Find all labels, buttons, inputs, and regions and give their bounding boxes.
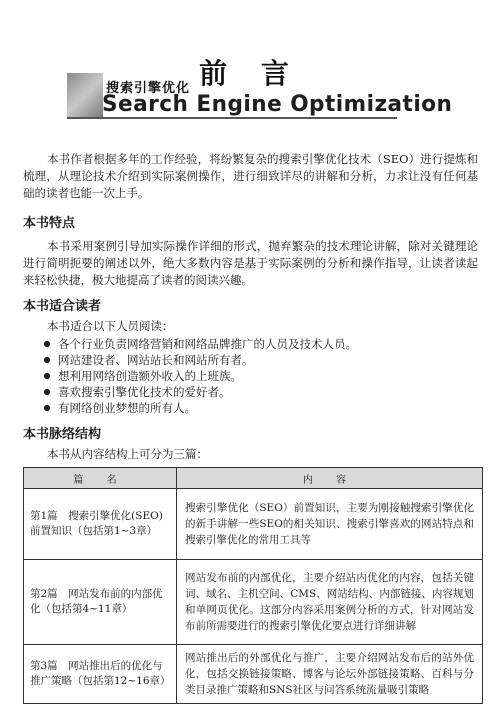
structure-heading: 本书脉络结构 xyxy=(23,427,102,442)
banner-graphic xyxy=(67,73,103,117)
column-header-name: 篇 名 xyxy=(24,468,177,489)
structure-lead-text: 本书从内容结构上可分为三篇： xyxy=(47,447,208,461)
list-item: 各个行业负责网络营销和网络品牌推广的人员及技术人员。 xyxy=(44,336,474,352)
table-cell-content: 网站发布前的内部优化，主要介绍站内优化的内容，包括关键词、域名、主机空间、CMS、网站结构、内部链接、内容规划和单网页优化。这部分内容采用案例分析的方式，针对网站发布前所需要进行的搜索引擎优化要点进行详细讲解 xyxy=(177,560,483,645)
readers-lead xyxy=(23,318,478,335)
list-item: 想利用网络创造额外收入的上班族。 xyxy=(44,368,474,384)
structure-lead xyxy=(23,446,478,463)
table-header-row xyxy=(24,468,483,489)
readers-heading: 本书适合读者 xyxy=(23,299,102,314)
structure-table xyxy=(23,467,483,704)
readers-lead-text: 本书适合以下人员阅读： xyxy=(47,319,174,333)
table-cell-content: 搜索引擎优化（SEO）前置知识，主要为刚接触搜索引擎优化的新手讲解一些SEO的相关知识、搜索引擎喜欢的网站特点和搜索引擎优化的常用工具等 xyxy=(177,489,483,560)
banner-divider xyxy=(67,117,397,119)
list-item: 喜欢搜索引擎优化技术的爱好者。 xyxy=(44,384,474,400)
list-item: 有网络创业梦想的所有人。 xyxy=(44,400,474,416)
intro-text: 本书作者根据多年的工作经验，将纷繁复杂的搜索引擎优化技术（SEO）进行提炼和梳理，从理论技术介绍到实际案例操作，进行细致详尽的讲解和分析，力求让没有任何基础的读者也能一次上手。 xyxy=(23,152,478,200)
page-title: 前 言 xyxy=(199,57,301,90)
banner-chinese-text: 搜索引擎优化 xyxy=(106,81,191,96)
intro-paragraph xyxy=(23,151,478,202)
table-row xyxy=(24,560,483,645)
list-item: 网站建设者、网站站长和网站所有者。 xyxy=(44,352,474,368)
features-text: 本书采用案例引导加实际操作详细的形式，抛弃繁杂的技术理论讲解，除对关键理论进行简明扼要的阐述以外，绝大多数内容是基于实际案例的分析和操作指导，让读者读起来轻松快捷，极大地提高了读者的阅读兴趣。 xyxy=(23,239,478,287)
table-cell-name: 第2篇 网站发布前的内部优化（包括第4~11章） xyxy=(24,560,177,645)
features-paragraph xyxy=(23,238,478,289)
readers-list xyxy=(44,336,474,416)
table-row xyxy=(24,489,483,560)
table-cell-name: 第3篇 网站推出后的优化与推广策略（包括第12~16章） xyxy=(24,645,177,704)
table-cell-content: 网站推出后的外部优化与推广，主要介绍网站发布后的站外优化，包括交换链接策略、博客与论坛外部链接策略、百科与分类目录推广策略和SNS社区与问答系统流量吸引策略 xyxy=(177,645,483,704)
table-row xyxy=(24,645,483,704)
banner-english-text: Search Engine Optimization xyxy=(102,92,453,117)
column-header-content: 内 容 xyxy=(177,468,483,489)
table-cell-name: 第1篇 搜索引擎优化(SEO)前置知识（包括第1~3章） xyxy=(24,489,177,560)
features-heading: 本书特点 xyxy=(23,216,76,231)
